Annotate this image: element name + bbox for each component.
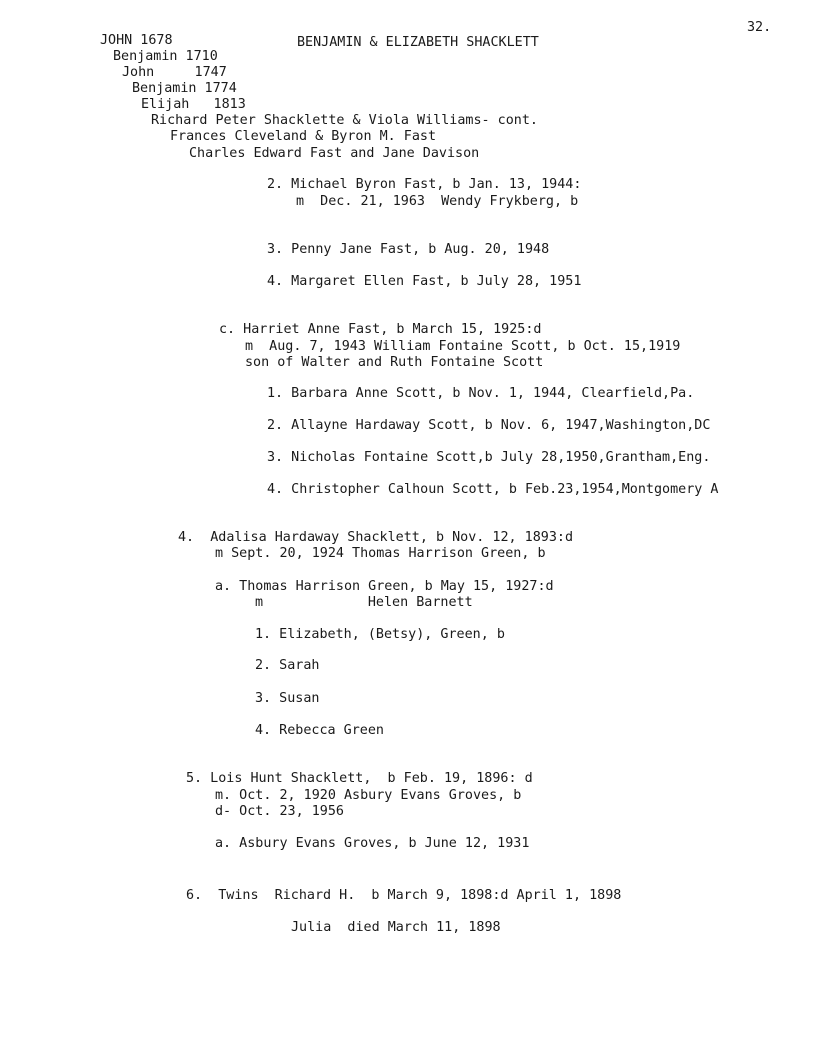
entry-line: 4. Christopher Calhoun Scott, b Feb.23,1954,Montgomery A bbox=[267, 482, 719, 497]
entry-line: 2. Michael Byron Fast, b Jan. 13, 1944: bbox=[267, 177, 582, 192]
entry-line: 4. Margaret Ellen Fast, b July 28, 1951 bbox=[267, 274, 582, 289]
entry-line: 3. Penny Jane Fast, b Aug. 20, 1948 bbox=[267, 242, 550, 257]
ancestor-line: Charles Edward Fast and Jane Davison bbox=[189, 146, 480, 161]
entry-line: 3. Susan bbox=[255, 691, 320, 706]
ancestor-line: Richard Peter Shacklette & Viola Williams- cont. bbox=[151, 113, 538, 128]
ancestor-line: Frances Cleveland & Byron M. Fast bbox=[170, 129, 437, 144]
entry-line: a. Thomas Harrison Green, b May 15, 1927:d bbox=[215, 579, 554, 594]
entry-line: 2. Sarah bbox=[255, 658, 320, 673]
entry-line: c. Harriet Anne Fast, b March 15, 1925:d bbox=[219, 322, 542, 337]
entry-line: 6. Twins Richard H. b March 9, 1898:d April 1, 1898 bbox=[186, 888, 622, 903]
document-title: BENJAMIN & ELIZABETH SHACKLETT bbox=[297, 35, 539, 50]
entry-line: 1. Barbara Anne Scott, b Nov. 1, 1944, Clearfield,Pa. bbox=[267, 386, 695, 401]
entry-line: 3. Nicholas Fontaine Scott,b July 28,1950,Grantham,Eng. bbox=[267, 450, 711, 465]
entry-line: 4. Rebecca Green bbox=[255, 723, 384, 738]
entry-line: m Helen Barnett bbox=[255, 595, 473, 610]
entry-line: m Aug. 7, 1943 William Fontaine Scott, b Oct. 15,1919 bbox=[245, 339, 681, 354]
entry-line: 5. Lois Hunt Shacklett, b Feb. 19, 1896: d bbox=[186, 771, 533, 786]
page-number: 32. bbox=[747, 20, 772, 35]
entry-line: Julia died March 11, 1898 bbox=[291, 920, 501, 935]
entry-line: 1. Elizabeth, (Betsy), Green, b bbox=[255, 627, 505, 642]
ancestor-line: John 1747 bbox=[122, 65, 227, 80]
entry-line: d- Oct. 23, 1956 bbox=[215, 804, 344, 819]
ancestor-line: Benjamin 1710 bbox=[113, 49, 218, 64]
entry-line: 4. Adalisa Hardaway Shacklett, b Nov. 12, 1893:d bbox=[178, 530, 574, 545]
ancestor-line: JOHN 1678 bbox=[100, 33, 173, 48]
entry-line: m Sept. 20, 1924 Thomas Harrison Green, b bbox=[215, 546, 546, 561]
ancestor-line: Elijah 1813 bbox=[141, 97, 246, 112]
entry-line: m. Oct. 2, 1920 Asbury Evans Groves, b bbox=[215, 788, 522, 803]
entry-line: m Dec. 21, 1963 Wendy Frykberg, b bbox=[296, 194, 579, 209]
entry-line: son of Walter and Ruth Fontaine Scott bbox=[245, 355, 544, 370]
ancestor-line: Benjamin 1774 bbox=[132, 81, 237, 96]
entry-line: a. Asbury Evans Groves, b June 12, 1931 bbox=[215, 836, 530, 851]
entry-line: 2. Allayne Hardaway Scott, b Nov. 6, 1947,Washington,DC bbox=[267, 418, 711, 433]
